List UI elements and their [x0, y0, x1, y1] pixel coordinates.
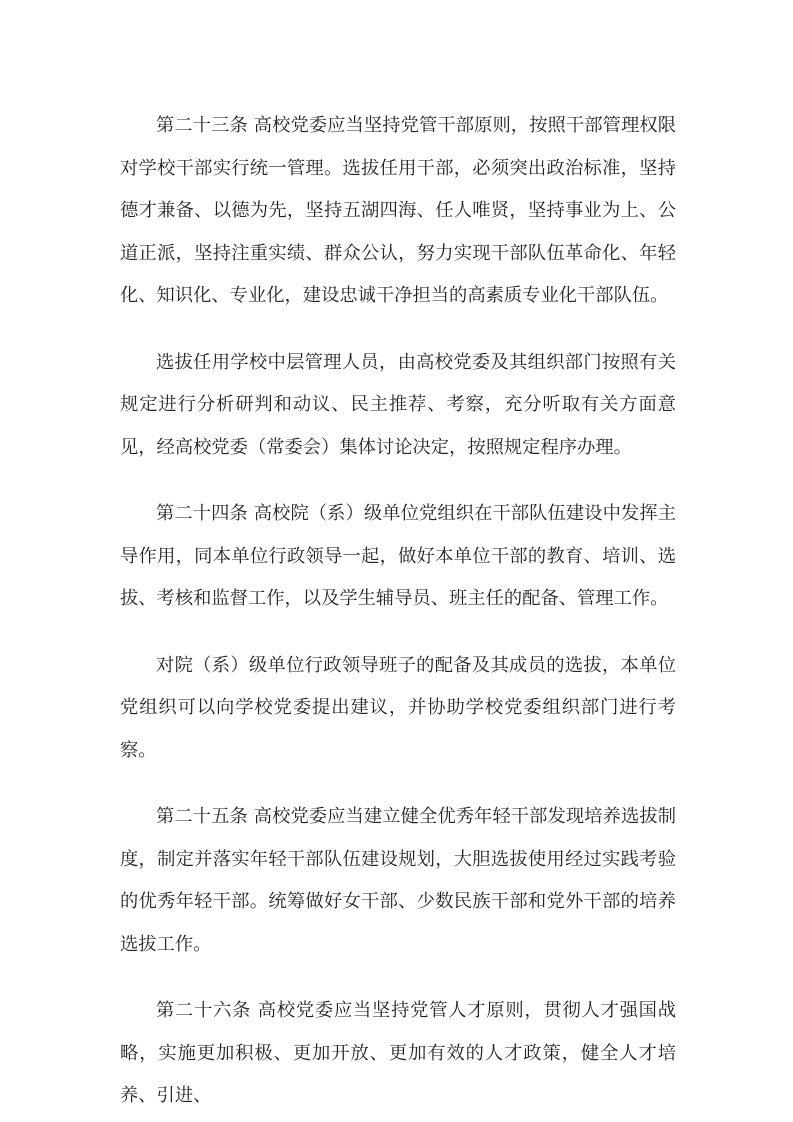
article-23-paragraph: 第二十三条 高校党委应当坚持党管干部原则，按照干部管理权限对学校干部实行统一管理。选拔任用干部，必须突出政治标准，坚持德才兼备、以德为先，坚持五湖四海、任人唯贤，坚持事业为上、公道正派，坚持注重实绩、群众公认，努力实现干部队伍革命化、年轻化、知识化、专业化，建设忠诚干净担当的高素质专业化干部队伍。 [120, 115, 676, 306]
article-26-paragraph: 第二十六条 高校党委应当坚持党管人才原则，贯彻人才强国战略，实施更加积极、更加开放、更加有效的人才政策，健全人才培养、引进、 [120, 1000, 676, 1106]
document-body [120, 105, 676, 1118]
article-24-clause-2-paragraph: 对院（系）级单位行政领导班子的配备及其成员的选拔，本单位党组织可以向学校党委提出建议，并协助学校党委组织部门进行考察。 [120, 654, 676, 761]
article-24-paragraph: 第二十四条 高校院（系）级单位党组织在干部队伍建设中发挥主导作用，同本单位行政领导一起，做好本单位干部的教育、培训、选拔、考核和监督工作，以及学生辅导员、班主任的配备、管理工作。 [120, 503, 676, 609]
article-23-clause-2-paragraph: 选拔任用学校中层管理人员，由高校党委及其组织部门按照有关规定进行分析研判和动议、民主推荐、考察，充分听取有关方面意见，经高校党委（常委会）集体讨论决定，按照规定程序办理。 [120, 351, 676, 458]
article-25-paragraph: 第二十五条 高校党委应当建立健全优秀年轻干部发现培养选拔制度，制定并落实年轻干部队伍建设规划，大胆选拔使用经过实践考验的优秀年轻干部。统筹做好女干部、少数民族干部和党外干部的培养选拔工作。 [120, 806, 676, 955]
